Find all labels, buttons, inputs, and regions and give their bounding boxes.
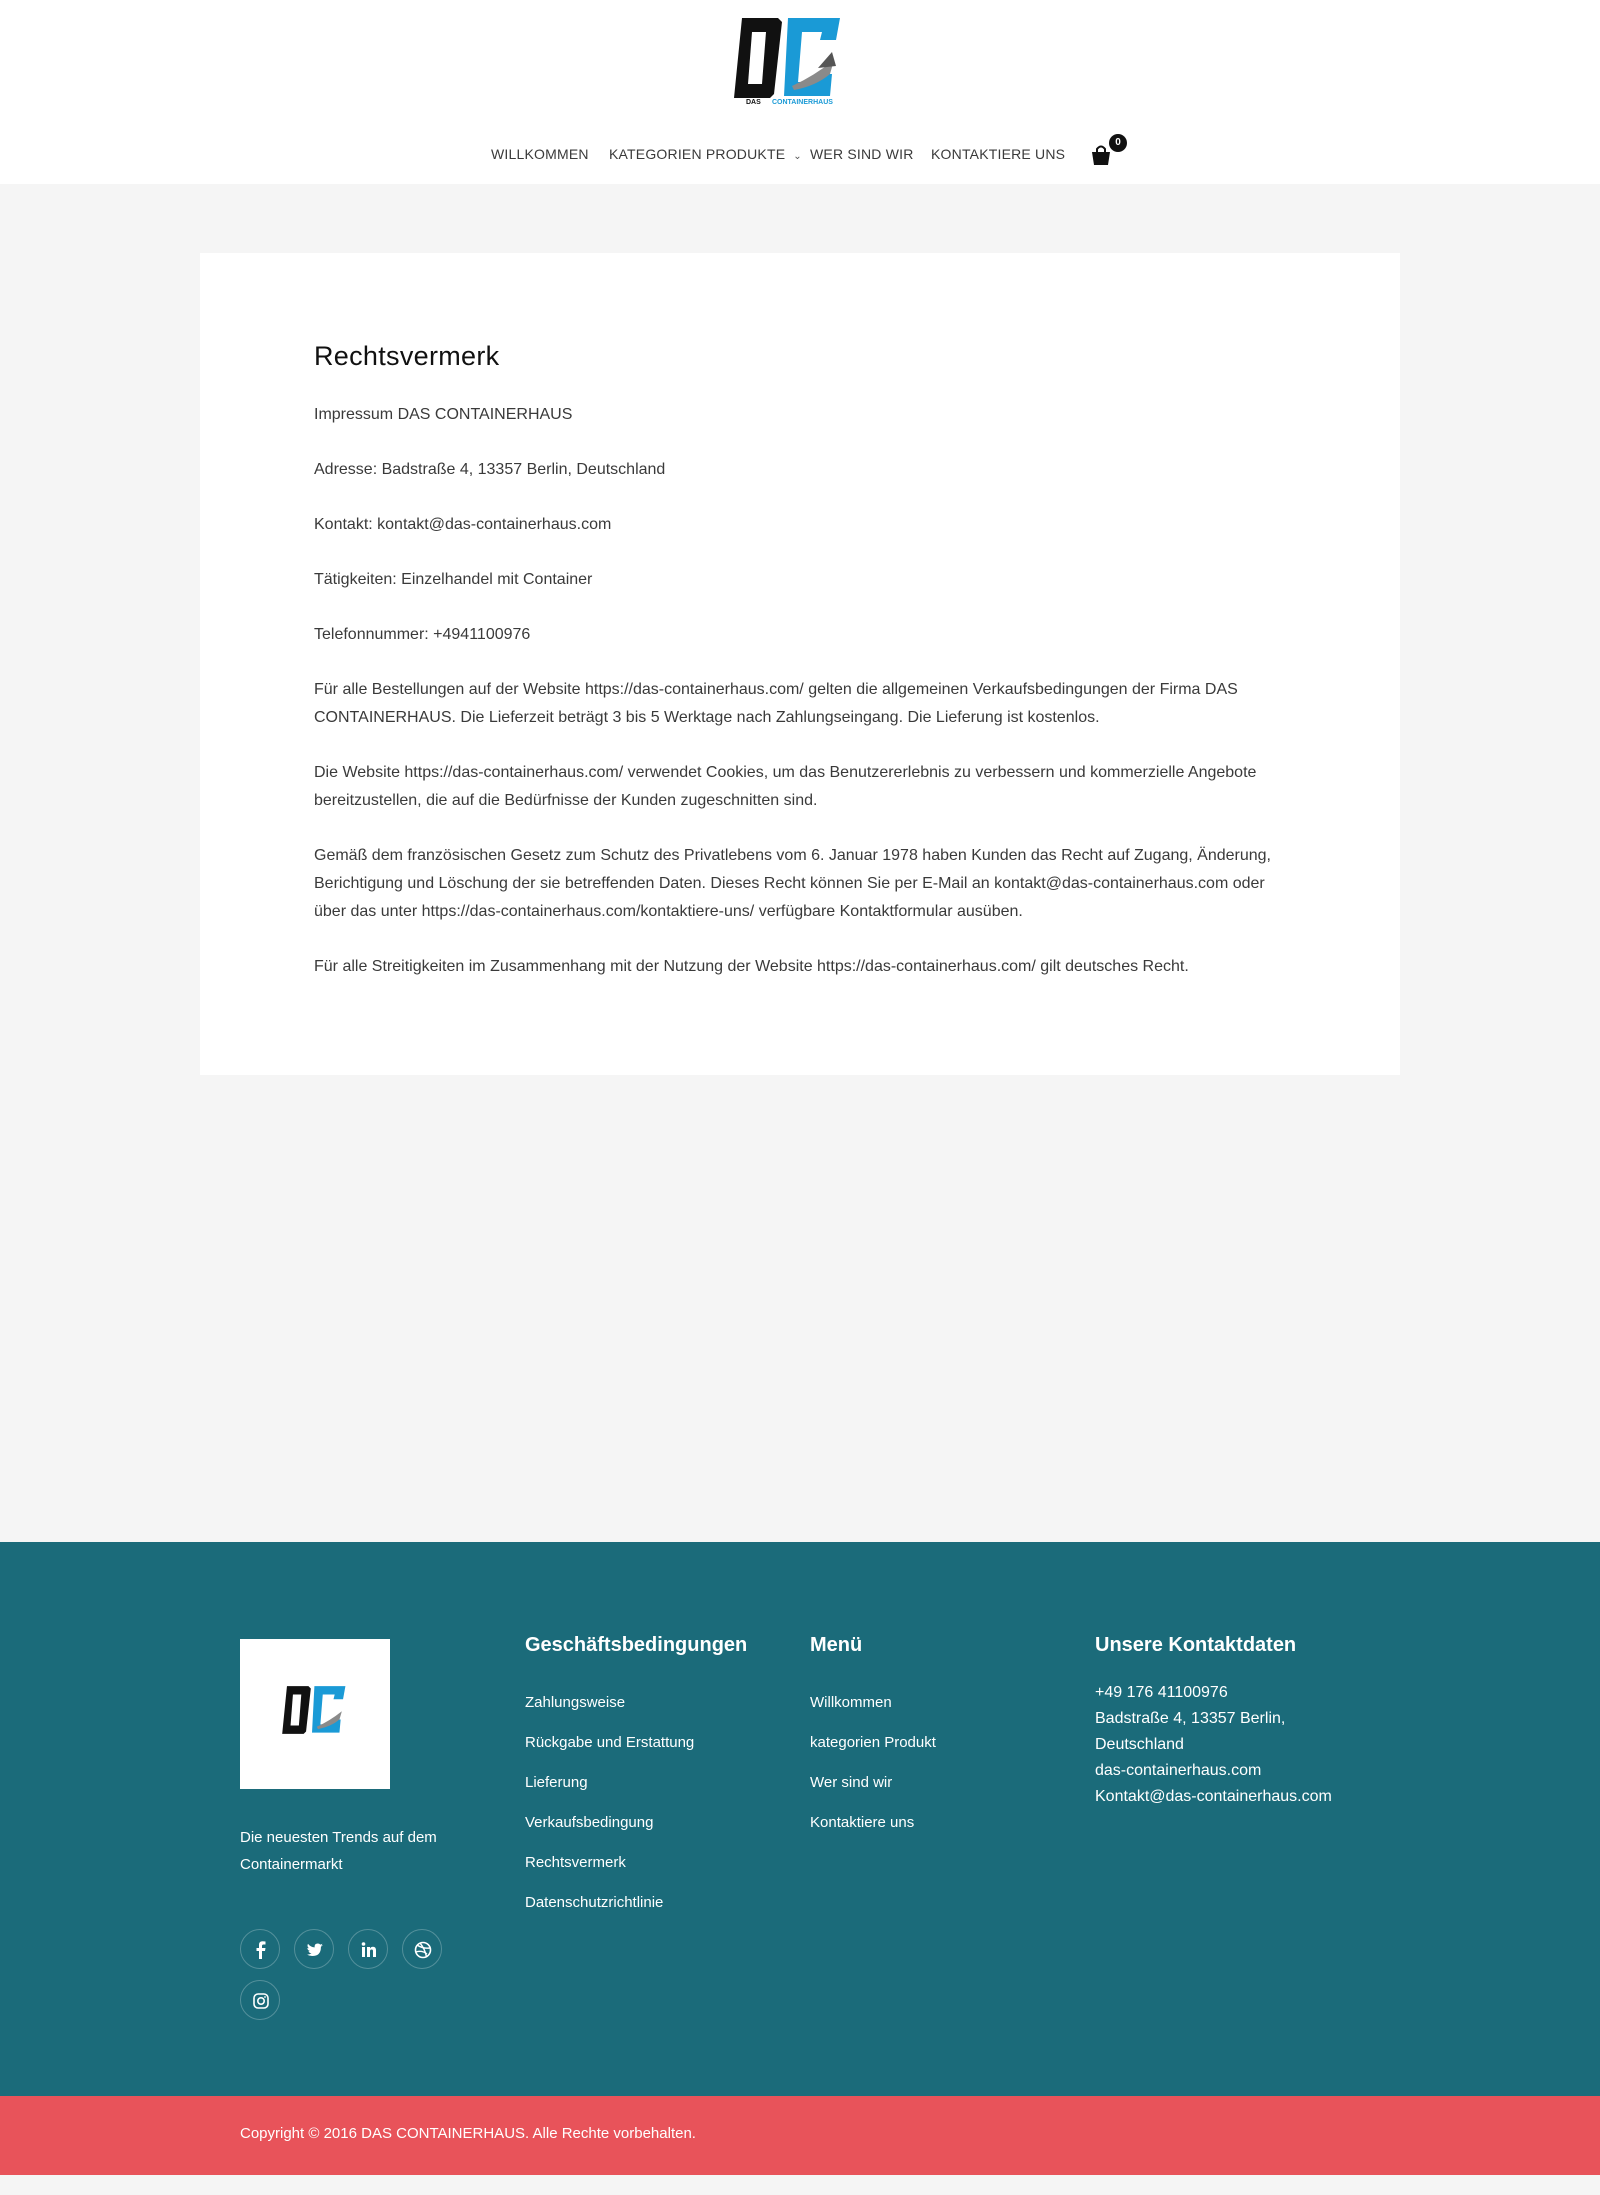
paragraph-law: Für alle Streitigkeiten im Zusammenhang mit der Nutzung der Website https://das-containerhaus.com/ gilt deutsches Recht. [314,958,1189,975]
paragraph-privacy: Gemäß dem französischen Gesetz zum Schutz des Privatlebens vom 6. Januar 1978 haben Kunden das Recht auf Zugang, Änderung, Berichtigung und Löschung der sie betreffenden Daten. Dieses Recht können Sie per E-Mail an kontakt@das-containerhaus.com oder über das unter https://das-containerhaus.com/kontaktiere-uns/ verfügbare Kontaktformular ausüben. [314,847,1271,920]
legal-content [314,401,1294,1008]
terms-link-zahlungsweise[interactable]: Zahlungsweise [525,1694,626,1711]
twitter-link[interactable] [294,1929,334,1969]
menu-link-wer-sind-wir[interactable]: Wer sind wir [810,1774,893,1791]
paragraph-address: Adresse: Badstraße 4, 13357 Berlin, Deutschland [314,461,666,478]
twitter-icon [305,1940,325,1960]
contact-address-line2: Deutschland [1095,1736,1184,1753]
chevron-down-icon: ⌄ [793,151,802,162]
logo-word-containerhaus: CONTAINERHAUS [772,99,833,106]
content-card [200,253,1400,1075]
menu-link-willkommen[interactable]: Willkommen [810,1694,892,1711]
terms-link-verkaufsbedingung[interactable]: Verkaufsbedingung [525,1814,654,1831]
menu-title: Menü [810,1634,863,1656]
paragraph-phone: Telefonnummer: +4941100976 [314,626,531,643]
dribbble-link[interactable] [402,1929,442,1969]
contact-email: Kontakt@das-containerhaus.com [1095,1788,1332,1805]
instagram-icon [251,1991,271,2011]
terms-link-datenschutz[interactable]: Datenschutzrichtlinie [525,1894,664,1911]
menu-link-kategorien[interactable]: kategorien Produkt [810,1734,936,1751]
contact-address-line1: Badstraße 4, 13357 Berlin, [1095,1710,1286,1727]
footer-tagline: Die neuesten Trends auf dem Containermarkt [240,1829,437,1873]
linkedin-link[interactable] [348,1929,388,1969]
paragraph-activities: Tätigkeiten: Einzelhandel mit Container [314,571,593,588]
cart-count-badge: 0 [1109,134,1127,152]
nav-item-kategorien-label: KATEGORIEN PRODUKTE [609,146,786,162]
site-footer [0,1542,1600,2096]
paragraph-contact: Kontakt: kontakt@das-containerhaus.com [314,516,612,533]
instagram-link[interactable] [240,1980,280,2020]
nav-item-willkommen[interactable]: WILLKOMMEN [491,146,589,162]
contact-phone: +49 176 41100976 [1095,1684,1228,1701]
menu-link-kontaktiere-uns[interactable]: Kontaktiere uns [810,1814,915,1831]
logo-word-das: DAS [746,99,761,106]
nav-item-kategorien[interactable] [609,146,802,162]
cart-button[interactable] [1089,138,1125,168]
terms-title: Geschäftsbedingungen [525,1634,748,1656]
nav-item-wer-sind-wir[interactable]: WER SIND WIR [810,146,914,162]
facebook-link[interactable] [240,1929,280,1969]
paragraph-orders: Für alle Bestellungen auf der Website https://das-containerhaus.com/ gelten die allgemeinen Verkaufsbedingungen der Firma DAS CONTAINERHAUS. Die Lieferzeit beträgt 3 bis 5 Werktage nach Zahlungseingang. Die Lieferung ist kostenlos. [314,681,1238,726]
copyright-text: Copyright © 2016 DAS CONTAINERHAUS. Alle Rechte vorbehalten. [240,2125,696,2142]
contact-website: das-containerhaus.com [1095,1762,1262,1779]
nav-item-kontaktiere-uns[interactable]: KONTAKTIERE UNS [931,146,1066,162]
terms-link-lieferung[interactable]: Lieferung [525,1774,588,1791]
terms-link-rechtsvermerk[interactable]: Rechtsvermerk [525,1854,626,1871]
paragraph-impressum: Impressum DAS CONTAINERHAUS [314,406,573,423]
dribbble-icon [413,1940,433,1960]
terms-link-rueckgabe[interactable]: Rückgabe und Erstattung [525,1734,695,1751]
paragraph-cookies: Die Website https://das-containerhaus.com/ verwendet Cookies, um das Benutzererlebnis zu verbessern und kommerzielle Angebote bereitzustellen, die auf die Bedürfnisse der Kunden zugeschnitten sind. [314,764,1257,809]
copyright-bar [0,2096,1600,2175]
main-nav [0,138,1600,174]
shopping-bag-icon [1090,144,1112,166]
site-logo[interactable] [732,16,846,110]
contact-title: Unsere Kontaktdaten [1095,1634,1297,1656]
site-header [0,0,1600,184]
page-title: Rechtsvermerk [314,341,500,371]
footer-logo[interactable] [240,1639,390,1789]
facebook-icon [251,1940,271,1960]
linkedin-icon [359,1940,379,1960]
